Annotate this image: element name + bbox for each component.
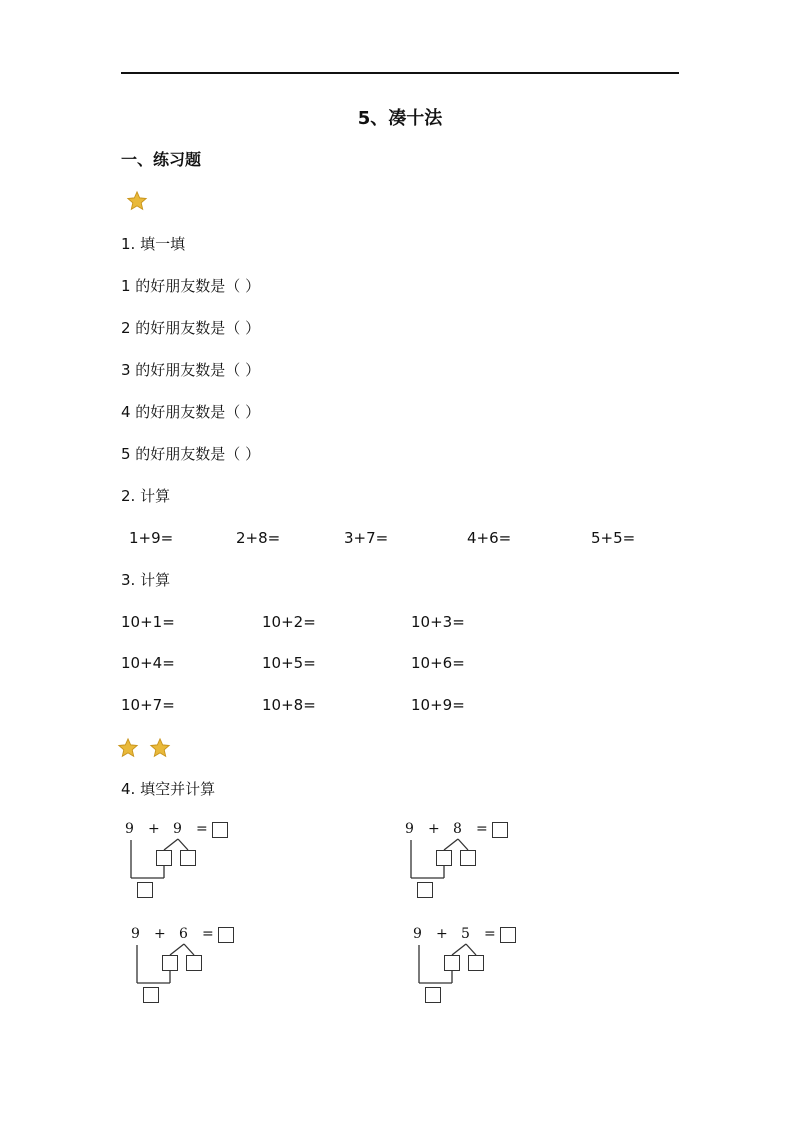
q3-equation: 10+2= [262,613,316,631]
q3-equation: 10+6= [411,654,465,672]
q1-item: 5 的好朋友数是（ ） [121,445,261,463]
q2-equation: 4+6= [467,529,512,547]
q1-item: 2 的好朋友数是（ ） [121,319,261,337]
answer-box[interactable] [500,927,516,943]
split-box-right[interactable] [180,850,196,866]
make-ten-diagram [408,925,548,1011]
q2-heading: 2. 计算 [121,487,171,505]
q1-item: 1 的好朋友数是（ ） [121,277,261,295]
equals-sign: = [484,926,496,942]
addend-b: 8 [453,821,462,837]
q4-heading: 4. 填空并计算 [121,780,216,798]
ten-box[interactable] [143,987,159,1003]
q3-equation: 10+8= [262,696,316,714]
q1-item: 3 的好朋友数是（ ） [121,361,261,379]
plus-sign: + [436,926,448,942]
q2-equation: 5+5= [591,529,636,547]
split-box-left[interactable] [156,850,172,866]
star-icon [117,737,139,759]
ten-box[interactable] [425,987,441,1003]
plus-sign: + [428,821,440,837]
answer-box[interactable] [218,927,234,943]
addend-a: 9 [413,926,422,942]
q3-equation: 10+7= [121,696,175,714]
make-ten-diagram [126,925,266,1011]
page-title: 5、凑十法 [357,108,443,129]
q2-equation: 3+7= [344,529,389,547]
q1-heading: 1. 填一填 [121,235,186,253]
ten-box[interactable] [137,882,153,898]
q3-equation: 10+4= [121,654,175,672]
ten-box[interactable] [417,882,433,898]
q3-equation: 10+9= [411,696,465,714]
answer-box[interactable] [492,822,508,838]
addend-a: 9 [405,821,414,837]
addend-a: 9 [125,821,134,837]
difficulty-rating-2 [117,737,171,759]
addend-b: 9 [173,821,182,837]
difficulty-rating-1 [126,190,148,212]
q1-item: 4 的好朋友数是（ ） [121,403,261,421]
equals-sign: = [196,821,208,837]
q3-heading: 3. 计算 [121,571,171,589]
star-icon [126,190,148,212]
make-ten-diagram [120,820,260,906]
header-rule [121,72,679,74]
answer-box[interactable] [212,822,228,838]
section-heading: 一、练习题 [121,150,202,169]
split-box-left[interactable] [162,955,178,971]
star-icon [149,737,171,759]
split-box-right[interactable] [186,955,202,971]
q3-equation: 10+1= [121,613,175,631]
q2-equation: 2+8= [236,529,281,547]
q3-equation: 10+3= [411,613,465,631]
split-box-right[interactable] [460,850,476,866]
plus-sign: + [148,821,160,837]
split-box-right[interactable] [468,955,484,971]
equals-sign: = [476,821,488,837]
make-ten-diagram [400,820,540,906]
equals-sign: = [202,926,214,942]
q3-equation: 10+5= [262,654,316,672]
q2-equation: 1+9= [129,529,174,547]
addend-a: 9 [131,926,140,942]
addend-b: 5 [461,926,470,942]
addend-b: 6 [179,926,188,942]
split-box-left[interactable] [436,850,452,866]
split-box-left[interactable] [444,955,460,971]
plus-sign: + [154,926,166,942]
